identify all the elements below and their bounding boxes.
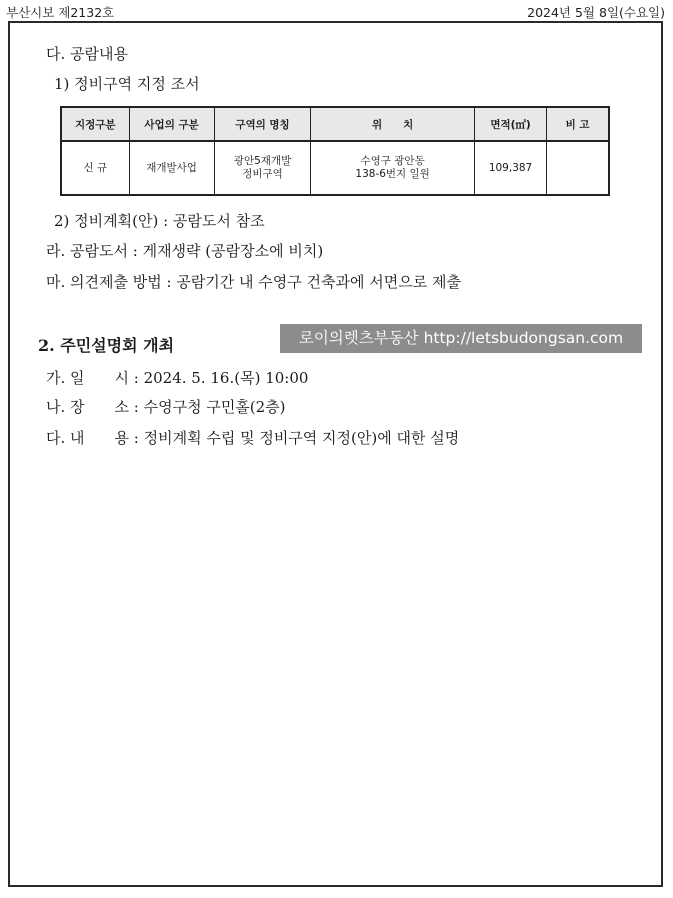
publication-number: 부산시보 제2132호 <box>6 5 115 20</box>
cell-location <box>311 141 474 195</box>
cell-area: 109,387 <box>474 141 546 195</box>
cell-business: 재개발사업 <box>129 141 214 195</box>
section-da-item1: 1) 정비구역 지정 조서 <box>54 75 200 93</box>
section-da-item2: 2) 정비계획(안) : 공람도서 참조 <box>54 212 265 230</box>
zone-name-line1: 광안5재개발 <box>233 155 292 167</box>
col-location: 위 치 <box>311 107 474 141</box>
section2-title: 2. 주민설명회 개최 <box>38 336 175 355</box>
section-ra: 라. 공람도서 : 게재생략 (공람장소에 비치) <box>46 242 324 260</box>
section-ma: 마. 의견제출 방법 : 공람기간 내 수영구 건축과에 서면으로 제출 <box>46 273 461 291</box>
col-designation-type: 지정구분 <box>61 107 129 141</box>
watermark-banner: 로이의렛츠부동산 http://letsbudongsan.com <box>280 324 642 353</box>
col-business-type: 사업의 구분 <box>129 107 214 141</box>
publication-date: 2024년 5월 8일(수요일) <box>527 5 665 20</box>
cell-zone-name <box>214 141 311 195</box>
section-da-title: 다. 공람내용 <box>46 45 128 63</box>
table-header-row <box>61 107 609 141</box>
location-line1: 수영구 광안동 <box>360 155 425 167</box>
table-row <box>61 141 609 195</box>
col-zone-name: 구역의 명칭 <box>214 107 311 141</box>
page-header <box>0 0 673 22</box>
section2-na: 나. 장 소 : 수영구청 구민홀(2층) <box>46 398 286 416</box>
cell-type: 신 규 <box>61 141 129 195</box>
cell-note <box>547 141 609 195</box>
col-note: 비 고 <box>547 107 609 141</box>
col-area: 면적(㎡) <box>474 107 546 141</box>
section2-da: 다. 내 용 : 정비계획 수립 및 정비구역 지정(안)에 대한 설명 <box>46 429 460 447</box>
section2-ga: 가. 일 시 : 2024. 5. 16.(목) 10:00 <box>46 369 309 387</box>
designation-survey-table <box>60 106 610 196</box>
zone-name-line2: 정비구역 <box>242 168 283 180</box>
location-line2: 138-6번지 일원 <box>355 168 430 180</box>
